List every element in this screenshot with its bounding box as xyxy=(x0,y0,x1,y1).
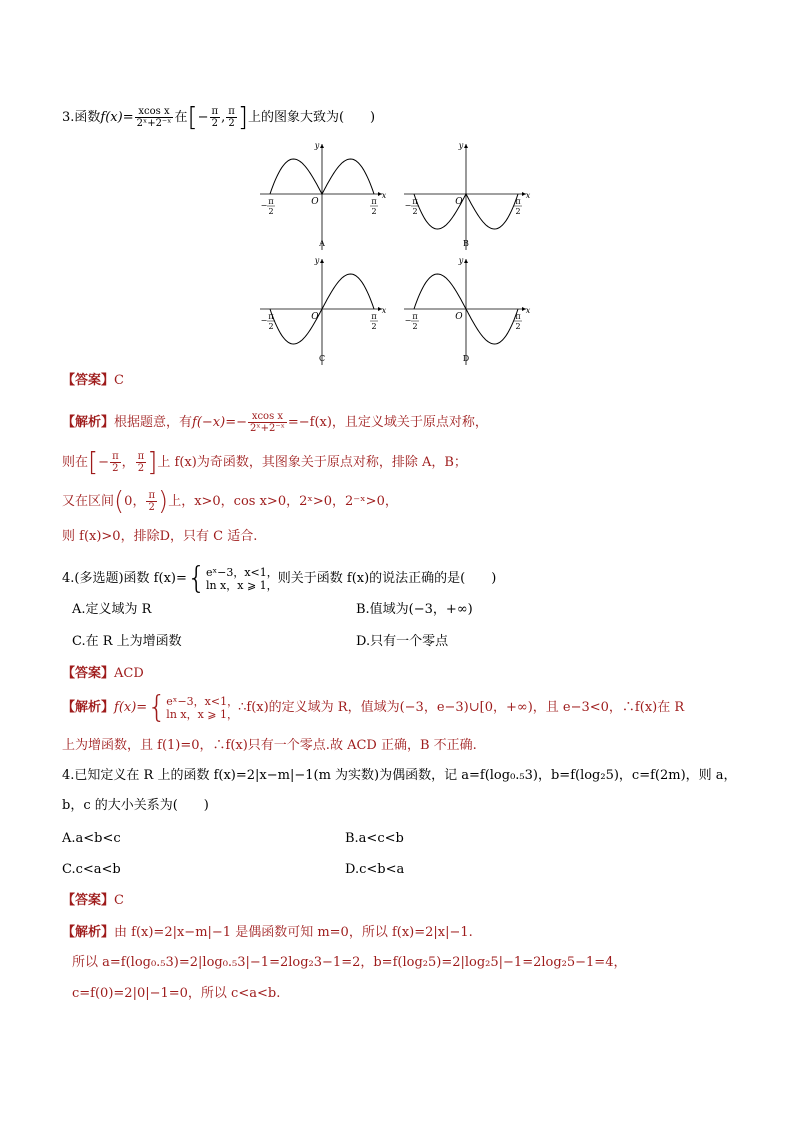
solution-4b-line-3: c=f(0)=2|0|−1=0，所以 c<a<b. xyxy=(72,986,281,1001)
tick-two: 2 xyxy=(371,322,377,331)
option-b: B.a<c<b xyxy=(345,831,404,846)
graph-panel-a xyxy=(260,141,387,250)
tick-two: 2 xyxy=(268,322,274,331)
option-a: A.a<b<c xyxy=(62,831,121,846)
fraction: $\frac{\text{xcos x}}{\text{2ˣ+2⁻ˣ}}$ xyxy=(136,106,172,129)
graph-panel-b xyxy=(404,141,531,250)
x-axis-label: x xyxy=(525,306,531,315)
tick-pi: π xyxy=(371,197,377,206)
answer-graphs xyxy=(0,138,794,368)
question-3-stem: 3.函数f(x)= $\frac{\text{xcos x}}{\text{2ˣ+2⁻ˣ}}$ 在[− $\frac{\pi}{2}$ , $\frac{\pi}{2}$ ]上的图象大致为( ) xyxy=(62,102,376,133)
tick-minus: − xyxy=(404,201,412,210)
tick-minus: − xyxy=(404,316,412,325)
y-axis-arrow-icon xyxy=(320,259,324,263)
tick-two: 2 xyxy=(371,207,377,216)
option-d: D.c<b<a xyxy=(345,862,405,877)
panel-caption: A xyxy=(319,239,325,248)
panel-caption: B xyxy=(463,239,469,248)
x-axis-label: x xyxy=(381,306,387,315)
y-axis-label: y xyxy=(314,141,320,150)
tick-minus: − xyxy=(260,316,268,325)
y-axis-label: y xyxy=(458,256,464,265)
y-axis-arrow-icon xyxy=(464,144,468,148)
question-4a-stem: 4.(多选题)函数 f(x)={ eˣ−3，x<1， ln x，x ⩾ 1， 则关于函数 f(x)的说法正确的是( ) xyxy=(62,561,497,596)
solution-4a-line-2: 上为增函数，且 f(1)=0，∴f(x)只有一个零点.故 ACD 正确，B 不正确. xyxy=(62,738,477,753)
tick-two: 2 xyxy=(412,322,418,331)
option-a: A.定义域为 R xyxy=(72,602,152,617)
solution-3-line-4: 则 f(x)>0，排除D，只有 C 适合. xyxy=(62,529,258,544)
origin-label: O xyxy=(455,312,463,322)
panel-caption: C xyxy=(318,354,326,363)
tick-pi: π xyxy=(515,312,521,321)
solution-4b-line-1: 【解析】由 f(x)=2|x−m|−1 是偶函数可知 m=0，所以 f(x)=2|x|−1. xyxy=(62,925,473,940)
y-axis-arrow-icon xyxy=(320,144,324,148)
tick-pi: π xyxy=(371,312,377,321)
origin-label: O xyxy=(311,312,319,322)
tick-two: 2 xyxy=(515,322,521,331)
solution-4a-line-1: 【解析】f(x)={ eˣ−3，x<1， ln x，x ⩾ 1， ∴f(x)的定义域为 R，值域为(−3，e−3)∪[0，+∞)，且 e−3<0，∴f(x)在 R xyxy=(62,690,685,725)
tick-pi: π xyxy=(268,312,274,321)
tick-two: 2 xyxy=(515,207,521,216)
answer-3: 【答案】C xyxy=(62,373,124,388)
solution-3-line-1: 【解析】根据题意，有f(−x)=− $\frac{\text{xcos x}}{\text{2ˣ+2⁻ˣ}}$ =−f(x)，且定义域关于原点对称， xyxy=(62,411,488,434)
option-c: C.在 R 上为增函数 xyxy=(72,634,182,649)
answer-4a: 【答案】ACD xyxy=(62,666,144,681)
answer-4b: 【答案】C xyxy=(62,893,124,908)
y-axis-arrow-icon xyxy=(464,259,468,263)
option-b: B.值域为(−3，+∞) xyxy=(356,602,473,617)
question-4b-line-2: b，c 的大小关系为( ) xyxy=(62,798,209,813)
tick-pi: π xyxy=(515,197,521,206)
question-4b-line-1: 4.已知定义在 R 上的函数 f(x)=2|x−m|−1(m 为实数)为偶函数，记 a=f(log₀.₅3)，b=f(log₂5)，c=f(2m)，则 a， xyxy=(62,768,737,783)
origin-label: O xyxy=(455,197,463,207)
tick-pi: π xyxy=(268,197,274,206)
option-c: C.c<a<b xyxy=(62,862,121,877)
option-d: D.只有一个零点 xyxy=(356,634,449,649)
y-axis-label: y xyxy=(458,141,464,150)
solution-3-line-3: 又在区间(0， $\frac{\pi}{2}$ )上，x>0，cos x>0，2ˣ>0，2⁻ˣ>0， xyxy=(62,486,398,517)
x-axis-label: x xyxy=(381,191,387,200)
tick-pi: π xyxy=(412,197,418,206)
origin-label: O xyxy=(311,197,319,207)
x-axis-label: x xyxy=(525,191,531,200)
tick-two: 2 xyxy=(412,207,418,216)
solution-4b-line-2: 所以 a=f(log₀.₅3)=2|log₀.₅3|−1=2log₂3−1=2，b=f(log₂5)=2|log₂5|−1=2log₂5−1=4， xyxy=(72,955,627,970)
graph-panel-d xyxy=(404,256,531,365)
tick-pi: π xyxy=(412,312,418,321)
tick-two: 2 xyxy=(268,207,274,216)
solution-3-line-2: 则在[− $\frac{\pi}{2}$ ， $\frac{\pi}{2}$ ]上 f(x)为奇函数，其图象关于原点对称，排除 A，B； xyxy=(62,447,467,478)
panel-caption: D xyxy=(462,354,470,363)
graph-panel-c xyxy=(260,256,387,365)
tick-minus: − xyxy=(260,201,268,210)
y-axis-label: y xyxy=(314,256,320,265)
